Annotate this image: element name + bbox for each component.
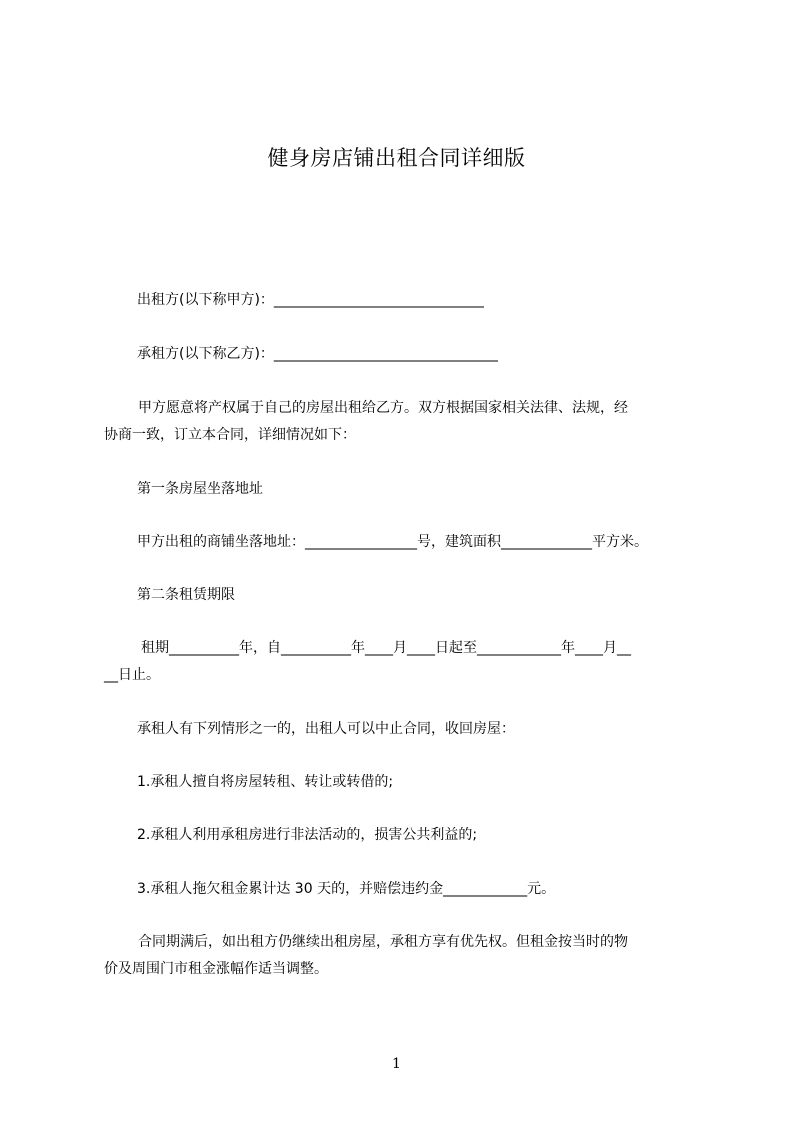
document-title: 健身房店铺出租合同详细版 [267,146,526,170]
lessee-line: 承租方(以下称乙方)：________________________________ [137,346,498,362]
address-line: 甲方出租的商铺坐落地址：________________号，建筑面积_____________平方米。 [137,534,648,550]
termination-item-1: 1.承租人擅自将房屋转租、转让或转借的; [137,774,394,790]
lessor-line: 出租方(以下称甲方)：______________________________ [137,292,484,308]
article-2-heading: 第二条租赁期限 [137,587,235,603]
intro-text-1: 甲方愿意将产权属于自己的房屋出租给乙方。双方根据国家相关法律、法规，经 [138,400,628,416]
renewal-text-1: 合同期满后，如出租方仍继续出租房屋，承租方享有优先权。但租金按当时的物 [138,934,628,950]
termination-intro: 承租人有下列情形之一的，出租人可以中止合同，收回房屋： [137,721,515,737]
lease-term-line-1 [104,638,631,658]
termination-item-2: 2.承租人利用承租房进行非法活动的，损害公共利益的; [137,827,478,843]
renewal-paragraph-line-2: 价及周围门市租金涨幅作适当调整。 [104,961,328,977]
renewal-paragraph-line-1 [104,932,628,952]
article-1-heading: 第一条房屋坐落地址 [137,481,263,497]
intro-paragraph-line-2: 协商一致，订立本合同，详细情况如下： [104,427,356,443]
intro-paragraph-line-1 [104,398,628,418]
lease-term-line-2: __日止。 [104,667,160,683]
termination-item-3: 3.承租人拖欠租金累计达 30 天的，并赔偿违约金____________元。 [137,881,556,897]
page-number: 1 [392,1056,401,1072]
lease-term-text-1: 租期__________年，自__________年____月____日起至____________年____月__ [141,640,631,656]
